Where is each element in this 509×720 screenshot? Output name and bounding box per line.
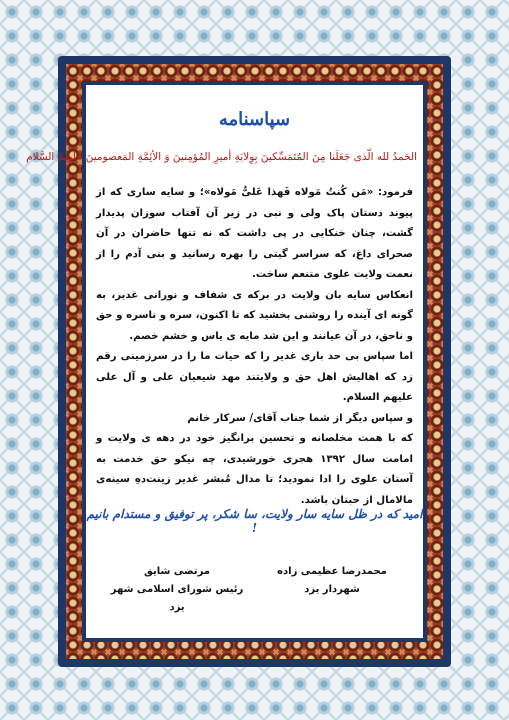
signer-name: محمدرضا عظیمی زاده [277, 566, 387, 577]
certificate-content [26, 85, 423, 638]
body-paragraph: انعکاس سایه بان ولایت در برکه ی شفاف و نورانی غدیر، به گونه ای آینده را روشنی بخشید که تا اکنون، سره و ناسره و حق و ناحق، در آن عیانند و این شد مایه ی یاس و خشم خصم. [96, 289, 413, 342]
signature-council-head [102, 563, 252, 617]
body-paragraph: اما سپاس بی حد باری غدیر را که حیات ما را در سرزمینی رقم زد که اهالیش اهل حق و ولایتند مهد شیعیان علی و آل علی علیهم السلام. [96, 351, 413, 403]
opening-verse: الحَمدُ لله الّذی جَعَلَنا مِنَ المُتَمَسِّکینَ بِوِلایَةِ أمیرِ المُؤمِنینَ وَ الأئِمَّةِ المَعصومینَ عَلَیهِمُ السَّلام [26, 151, 417, 163]
certificate-title: سپاسنامه [218, 109, 291, 130]
closing-prayer: امید که در ظل سایه سار ولایت، سا شکر، پر توفیق و مستدام بانیم ! [86, 507, 423, 535]
signer-role: شهردار یزد [304, 584, 360, 595]
signer-role: رئیس شورای اسلامی شهر یزد [110, 584, 244, 613]
signature-mayor [257, 563, 407, 599]
body-paragraph: که با همت مخلصانه و تحسین برانگیز خود در دهه ی ولایت و امامت سال ۱۳۹۲ هجری خورشیدی، چه نیکو حق خدمت به آستان علوی را ادا نمودید؛ تا مدال مُبشر غدیر زینت‌دهِ سینه‌ی مالامال از حبتان باشد. [96, 433, 413, 506]
certificate-body [96, 183, 413, 511]
body-paragraph: فرمود: «مَن کُنتُ مَولاه فَهذا عَلیٌّ مَولاه»؛ و سایه ساری که از پیوند دستان پاک ولی و نبی در زیر آن آفتاب سوزان پدیدار گشت، چنان خنکایی در پی داشت که نه تنها حاضران در آن صحرای داغ، که سراسر گیتی را بهره رسانید و بنی آدم را از نعمت ولایت علوی متنعم ساخت. [96, 187, 413, 280]
signer-name: مرتضی شایق [144, 566, 210, 577]
body-paragraph: و سپاس دیگر از شما جناب آقای/ سرکار خانم [187, 412, 413, 424]
